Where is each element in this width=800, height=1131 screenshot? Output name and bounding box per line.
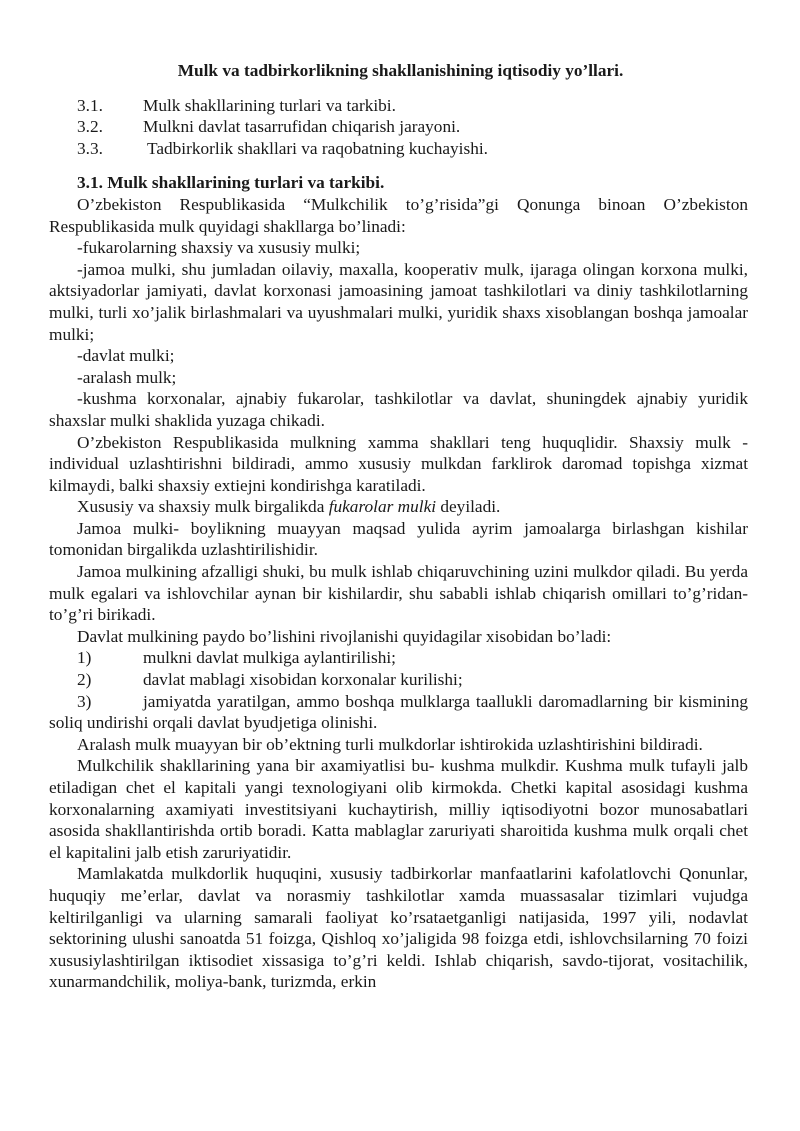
table-of-contents — [49, 95, 748, 160]
list-item-number: 1) — [77, 648, 92, 668]
toc-item-text: Mulkni davlat tasarrufidan chiqarish jarayoni. — [143, 117, 461, 137]
toc-item — [49, 116, 748, 138]
document-title: Mulk va tadbirkorlikning shakllanishining iqtisodiy yo’llari. — [177, 61, 624, 80]
paragraph: -aralash mulk; — [77, 367, 177, 387]
paragraph: Jamoa mulki- boylikning muayyan maqsad yulida ayrim jamoalarga birlashgan kishilar tomonidan birgalikda uzlashtirilishidir. — [49, 518, 748, 560]
paragraph: Mamlakatda mulkdorlik huquqini, xususiy tadbirkorlar manfaatlarini kafolatlovchi Qonunlar, huquqiy me’erlar, davlat va norasmiy tashkilotlar xamda muassasalar tizimlari vujudga keltirilganligi va ularning samarali faoliyat ko’rsataetganligi natijasida, 1997 yili, nodavlat sektorining ulushi sanoatda 51 foizga, Qishloq xo’jaligida 98 foizga etdi, ishlovchsilarning 70 foizi xususiylashtirilgan iktisodiet xissasiga to’g’ri keldi. Ishlab chiqarish, savdo-tijorat, vositachilik, xunarmandchilik, moliya-bank, turizmda, erkin — [49, 864, 748, 992]
paragraph: -davlat mulki; — [77, 346, 175, 366]
section-heading: 3.1. Mulk shakllarining turlari va tarkibi. — [77, 173, 385, 193]
list-item-text: davlat mablagi xisobidan korxonalar kurilishi; — [143, 670, 463, 690]
emphasized-term: fukarolar mulki — [328, 497, 437, 517]
paragraph-text: deyiladi. — [436, 497, 501, 517]
paragraph — [49, 496, 748, 518]
list-item — [49, 669, 748, 691]
toc-item-text: Tadbirkorlik shakllari va raqobatning kuchayishi. — [143, 138, 488, 158]
toc-item-number: 3.3. — [77, 138, 103, 158]
list-item-text: mulkni davlat mulkiga aylantirilishi; — [143, 648, 396, 668]
paragraph: Davlat mulkining paydo bo’lishini rivojlanishi quyidagilar xisobidan bo’ladi: — [77, 626, 612, 646]
list-item-number: 3) — [77, 691, 92, 711]
paragraph: -fukarolarning shaxsiy va xususiy mulki; — [77, 238, 361, 258]
toc-item — [49, 95, 748, 117]
toc-item-number: 3.1. — [77, 95, 103, 115]
list-item — [49, 647, 748, 669]
toc-item-number: 3.2. — [77, 117, 103, 137]
paragraph: Jamoa mulkining afzalligi shuki, bu mulk ishlab chiqaruvchining uzini mulkdor qiladi. Bu yerda mulk egalari va ishlovchilar aynan bir kishilardir, shu sababli ishlab chiqarish omillari to’g’ridan- to’g’ri birikadi. — [49, 562, 748, 625]
paragraph: O’zbekiston Respublikasida mulkning xamma shakllari teng huquqlidir. Shaxsiy mulk - individual uzlashtirishni bildiradi, ammo xususiy mulkdan farklirok daromad topishga xizmat kilmaydi, balki shaxsiy extiejni kondirishga karatiladi. — [49, 432, 748, 495]
list-item — [49, 691, 748, 734]
paragraph: Aralash mulk muayyan bir ob’ektning turli mulkdorlar ishtirokida uzlashtirishini bildiradi. — [77, 734, 703, 754]
list-item-number: 2) — [77, 670, 92, 690]
paragraph: Mulkchilik shakllarining yana bir axamiyatlisi bu- kushma mulkdir. Kushma mulk tufayli jalb etiladigan chet el kapitali yangi texnologiyani olib kirmokda. Chetki kapital asosidagi kushma korxonalarning axamiyati investitsiyani kuchaytirish, milliy iqtisodiyotni bozor munosabatlari asosida shakllantirishda ortib boradi. Katta mablaglar zaruriyati sharoitida kushma mulk orqali chet el kapitalini jalb etish zaruriyatidir. — [49, 756, 748, 862]
paragraph: -kushma korxonalar, ajnabiy fukarolar, tashkilotlar va davlat, shuningdek ajnabiy yuridik shaxslar mulki shaklida yuzaga chikadi. — [49, 389, 748, 430]
paragraph: O’zbekiston Respublikasida “Mulkchilik to’g’risida”gi Qonunga binoan O’zbekiston Respublikasida mulk quyidagi shakllarga bo’linadi: — [49, 194, 748, 236]
paragraph-text: Xususiy va shaxsiy mulk birgalikda — [77, 497, 329, 517]
list-item-text: jamiyatda yaratilgan, ammo boshqa mulklarga taallukli daromadlarning bir kismining soliq undirishi orqali davlat byudjetiga olinishi. — [49, 691, 748, 733]
toc-item-text: Mulk shakllarining turlari va tarkibi. — [143, 95, 396, 115]
paragraph: -jamoa mulki, shu jumladan oilaviy, maxalla, kooperativ mulk, ijaraga olingan korxona mulki, aktsiyadorlar jamiyati, davlat korxonasi jamoasining jamoat tashkilotlari va diniy tashkilotlarning mulki, turli xo’jalik birlashmalari va uyushmalari mulki, yuridik shaxs xisoblangan boshqa jamoalar mulki; — [49, 259, 748, 344]
toc-item — [49, 138, 748, 160]
